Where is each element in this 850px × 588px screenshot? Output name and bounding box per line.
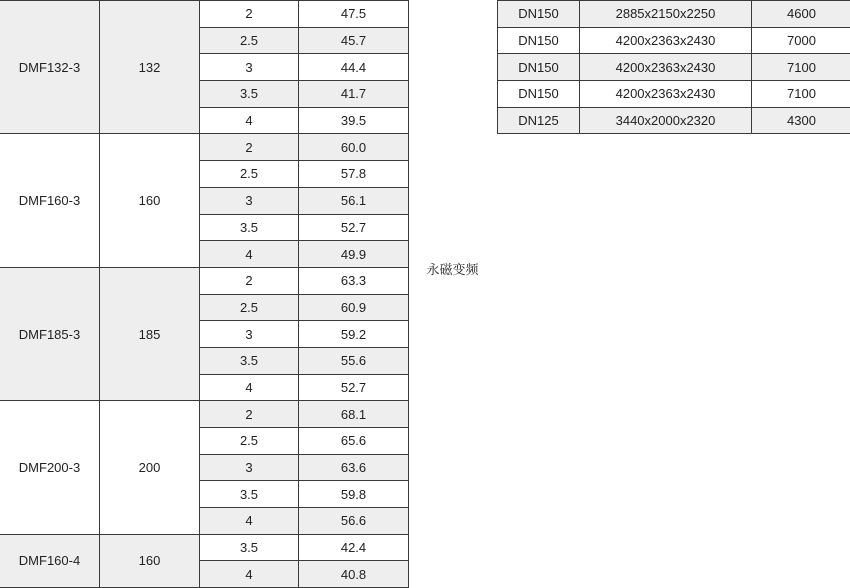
pressure-cell: 3.5 (200, 347, 299, 374)
model-cell: DMF132-3 (0, 1, 100, 134)
table-row (0, 134, 409, 161)
flow-cell: 60.9 (299, 294, 409, 321)
flow-cell: 41.7 (299, 81, 409, 108)
pressure-cell: 2.5 (200, 428, 299, 455)
flow-cell: 56.1 (299, 187, 409, 214)
flow-cell: 47.5 (299, 1, 409, 28)
model-cell: DMF160-4 (0, 534, 100, 587)
flow-cell: 63.3 (299, 267, 409, 294)
power-cell: 132 (100, 1, 200, 134)
spec-table-right (497, 0, 850, 134)
pressure-cell: 3.5 (200, 534, 299, 561)
flow-cell: 40.8 (299, 561, 409, 588)
drive-type-label: 永磁变频 (426, 262, 479, 278)
flow-cell: 49.9 (299, 241, 409, 268)
table-row (0, 401, 409, 428)
model-cell: DMF185-3 (0, 267, 100, 400)
table-row (0, 534, 409, 561)
outlet-cell: DN125 (498, 107, 580, 134)
spec-table-left (0, 0, 409, 588)
pressure-cell: 2 (200, 267, 299, 294)
table-row (0, 267, 409, 294)
pressure-cell: 4 (200, 508, 299, 535)
power-cell: 185 (100, 267, 200, 400)
outlet-cell: DN150 (498, 1, 580, 28)
weight-cell: 7100 (752, 54, 850, 81)
pressure-cell: 2.5 (200, 27, 299, 54)
flow-cell: 60.0 (299, 134, 409, 161)
flow-cell: 52.7 (299, 374, 409, 401)
flow-cell: 45.7 (299, 27, 409, 54)
weight-cell: 7000 (752, 27, 850, 54)
pressure-cell: 3.5 (200, 214, 299, 241)
power-cell: 160 (100, 534, 200, 587)
dimensions-cell: 2885x2150x2250 (580, 1, 752, 28)
weight-cell: 4300 (752, 107, 850, 134)
flow-cell: 44.4 (299, 54, 409, 81)
table-row (0, 1, 409, 28)
pressure-cell: 4 (200, 374, 299, 401)
model-cell: DMF200-3 (0, 401, 100, 534)
pressure-cell: 3 (200, 54, 299, 81)
weight-cell: 7100 (752, 81, 850, 108)
flow-cell: 55.6 (299, 347, 409, 374)
pressure-cell: 4 (200, 561, 299, 588)
pressure-cell: 2 (200, 1, 299, 28)
dimensions-cell: 3440x2000x2320 (580, 107, 752, 134)
flow-cell: 63.6 (299, 454, 409, 481)
pressure-cell: 2 (200, 134, 299, 161)
pressure-cell: 3 (200, 187, 299, 214)
outlet-cell: DN150 (498, 81, 580, 108)
flow-cell: 52.7 (299, 214, 409, 241)
pressure-cell: 3 (200, 321, 299, 348)
dimensions-cell: 4200x2363x2430 (580, 81, 752, 108)
flow-cell: 42.4 (299, 534, 409, 561)
pressure-cell: 4 (200, 107, 299, 134)
flow-cell: 39.5 (299, 107, 409, 134)
pressure-cell: 3.5 (200, 481, 299, 508)
power-cell: 200 (100, 401, 200, 534)
pressure-cell: 2.5 (200, 161, 299, 188)
pressure-cell: 4 (200, 241, 299, 268)
flow-cell: 56.6 (299, 508, 409, 535)
drive-type-cell (408, 0, 497, 588)
pressure-cell: 3 (200, 454, 299, 481)
outlet-cell: DN150 (498, 27, 580, 54)
flow-cell: 59.2 (299, 321, 409, 348)
model-cell: DMF160-3 (0, 134, 100, 267)
dimensions-cell: 4200x2363x2430 (580, 54, 752, 81)
pressure-cell: 2.5 (200, 294, 299, 321)
flow-cell: 57.8 (299, 161, 409, 188)
dimensions-cell: 4200x2363x2430 (580, 27, 752, 54)
flow-cell: 65.6 (299, 428, 409, 455)
outlet-cell: DN150 (498, 54, 580, 81)
flow-cell: 68.1 (299, 401, 409, 428)
pressure-cell: 3.5 (200, 81, 299, 108)
weight-cell: 4600 (752, 1, 850, 28)
flow-cell: 59.8 (299, 481, 409, 508)
pressure-cell: 2 (200, 401, 299, 428)
power-cell: 160 (100, 134, 200, 267)
